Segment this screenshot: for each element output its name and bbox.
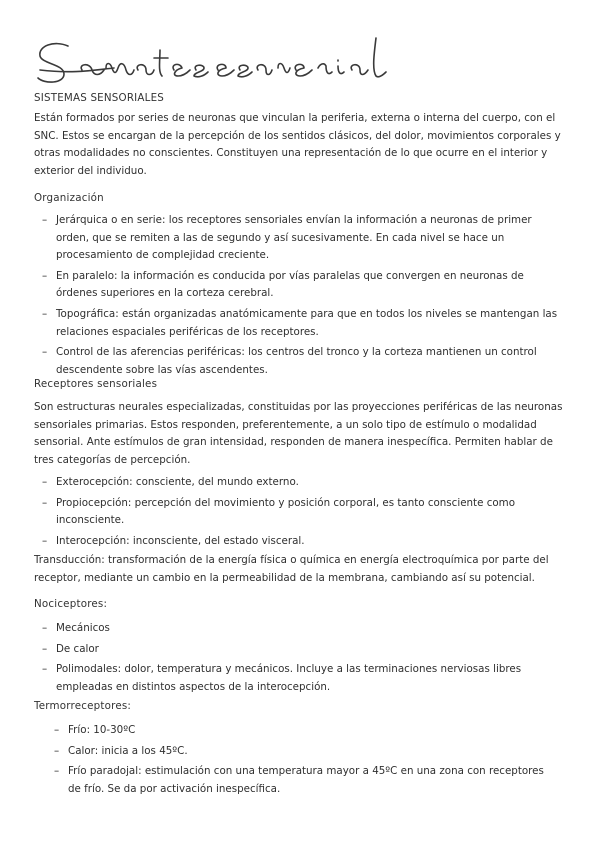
receptores-heading: Receptores sensoriales [34,378,158,390]
section-title: SISTEMAS SENSORIALES [34,92,165,104]
list-item: – Polimodales: dolor, temperatura y mecánicos. Incluye a las terminaciones nerviosas libres empleadas en distintos aspectos de la interocepción. [34,661,564,696]
nociceptores-list [34,620,564,699]
list-item: – Propiocepción: percepción del movimiento y posición corporal, es tanto consciente como inconsciente. [34,495,564,530]
nociceptores-heading: Nociceptores: [34,598,108,610]
list-item: – Frío paradojal: estimulación con una temperatura mayor a 45ºC en una zona con receptores de frío. Se da por activación inespecífica. [48,763,560,798]
list-item: – Topográfica: están organizadas anatómicamente para que en todos los niveles se mantengan las relaciones espaciales periféricas de los receptores. [34,306,564,341]
list-item: – De calor [34,641,564,659]
list-item: – Jerárquica o en serie: los receptores sensoriales envían la información a neuronas de primer orden, que se remiten a las de segundo y así sucesivamente. En cada nivel se hace un procesamiento de complejidad creciente. [34,212,564,265]
organizacion-list [34,212,564,382]
list-item: – Frío: 10-30ºC [48,722,560,740]
list-item: – Exterocepción: consciente, del mundo externo. [34,474,564,492]
receptores-list [34,474,564,553]
termorreceptores-list [48,722,560,801]
list-item: – Control de las aferencias periféricas: los centros del tronco y la corteza mantienen un control descendente sobre las vías ascendentes. [34,344,564,379]
list-item: – Calor: inicia a los 45ºC. [48,743,560,761]
list-item: – Interocepción: inconsciente, del estado visceral. [34,533,564,551]
page-title [34,30,414,90]
termorreceptores-heading: Termorreceptores: [34,700,132,712]
receptores-paragraph: Son estructuras neurales especializadas, constituidas por las proyecciones periféricas de las neuronas sensoriales primarias. Estos responden, preferentemente, a un solo tipo de estímulo o modalidad sensorial. Ante estímulos de gran intensidad, responden de manera inespecífica. Permiten hablar de tres categorías de percepción. [34,401,563,466]
intro-paragraph: Están formados por series de neuronas que vinculan la periferia, externa o interna del cuerpo, con el SNC. Estos se encargan de la percepción de los sentidos clásicos, del dolor, movimientos corporales y otras modalidades no conscientes. Constituyen una representación de lo que ocurre en el interior y exterior del individuo. [34,112,561,177]
transduccion-paragraph: Transducción: transformación de la energía física o química en energía electroquímica por parte del receptor, mediante un cambio en la permeabilidad de la membrana, cambiando así su potencial. [34,554,549,584]
organizacion-heading: Organización [34,192,104,204]
list-item: – En paralelo: la información es conducida por vías paralelas que convergen en neuronas de órdenes superiores en la corteza cerebral. [34,268,564,303]
list-item: – Mecánicos [34,620,564,638]
